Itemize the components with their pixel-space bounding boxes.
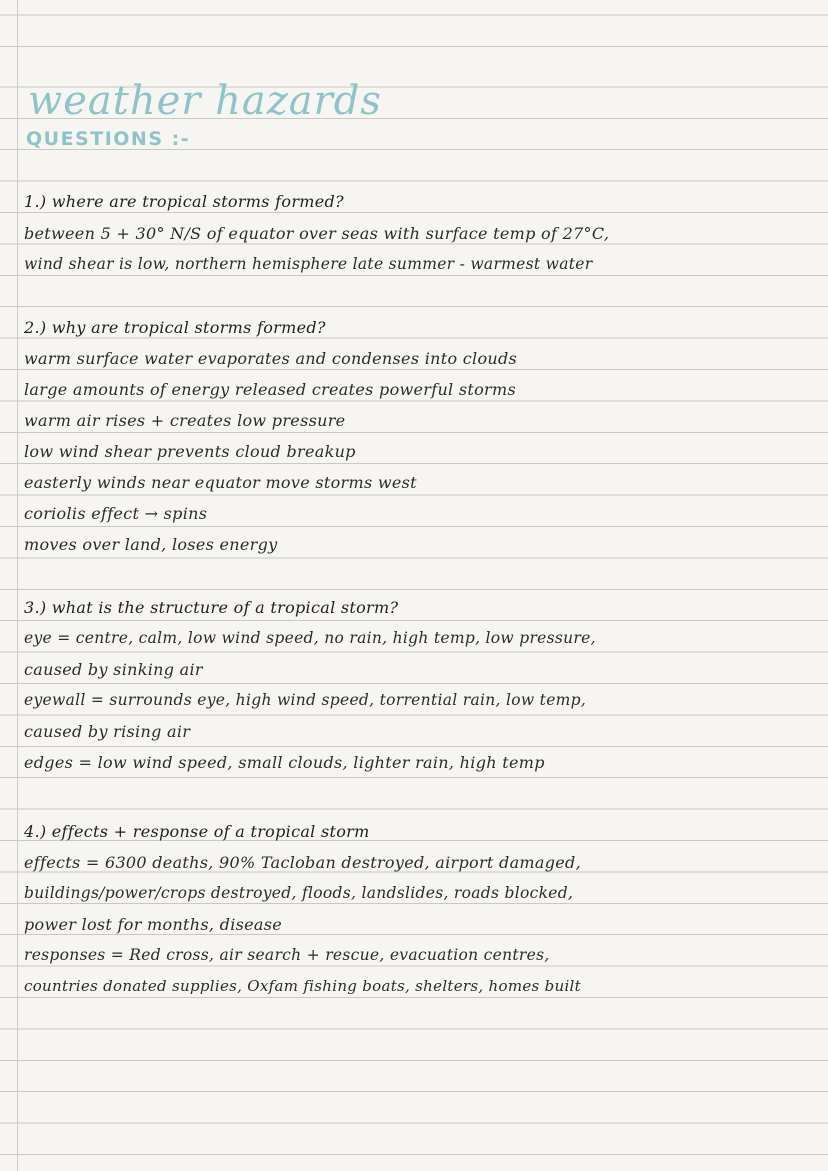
answer-line: effects = 6300 deaths, 90% Tacloban destroyed, airport damaged,: [24, 853, 581, 872]
answer-line: warm surface water evaporates and condenses into clouds: [24, 349, 518, 368]
page-title: weather hazards: [28, 78, 382, 124]
answer-line: moves over land, loses energy: [24, 535, 278, 554]
answer-line: low wind shear prevents cloud breakup: [24, 442, 356, 461]
question-4: 4.) effects + response of a tropical storm: [24, 822, 370, 841]
questions-heading: QUESTIONS :-: [26, 128, 191, 150]
answer-line: eyewall = surrounds eye, high wind speed, torrential rain, low temp,: [24, 691, 587, 709]
answer-line: responses = Red cross, air search + rescue, evacuation centres,: [24, 946, 550, 964]
answer-line: large amounts of energy released creates powerful storms: [24, 380, 516, 399]
question-2: 2.) why are tropical storms formed?: [24, 318, 326, 337]
answer-line: coriolis effect → spins: [24, 504, 208, 523]
margin-line: [17, 0, 18, 1171]
answer-line: caused by sinking air: [24, 660, 203, 679]
answer-line: warm air rises + creates low pressure: [24, 411, 346, 430]
answer-line: between 5 + 30° N/S of equator over seas with surface temp of 27°C,: [24, 224, 610, 243]
answer-line: buildings/power/crops destroyed, floods, landslides, roads blocked,: [24, 884, 574, 902]
answer-line: power lost for months, disease: [24, 915, 283, 934]
answer-line: eye = centre, calm, low wind speed, no rain, high temp, low pressure,: [24, 629, 596, 647]
answer-line: countries donated supplies, Oxfam fishing boats, shelters, homes built: [24, 977, 581, 995]
question-3: 3.) what is the structure of a tropical storm?: [24, 598, 399, 617]
answer-line: easterly winds near equator move storms west: [24, 473, 417, 492]
answer-line: edges = low wind speed, small clouds, lighter rain, high temp: [24, 753, 545, 772]
question-1: 1.) where are tropical storms formed?: [24, 192, 344, 211]
answer-line: caused by rising air: [24, 722, 191, 741]
answer-line: wind shear is low, northern hemisphere late summer - warmest water: [24, 255, 593, 273]
